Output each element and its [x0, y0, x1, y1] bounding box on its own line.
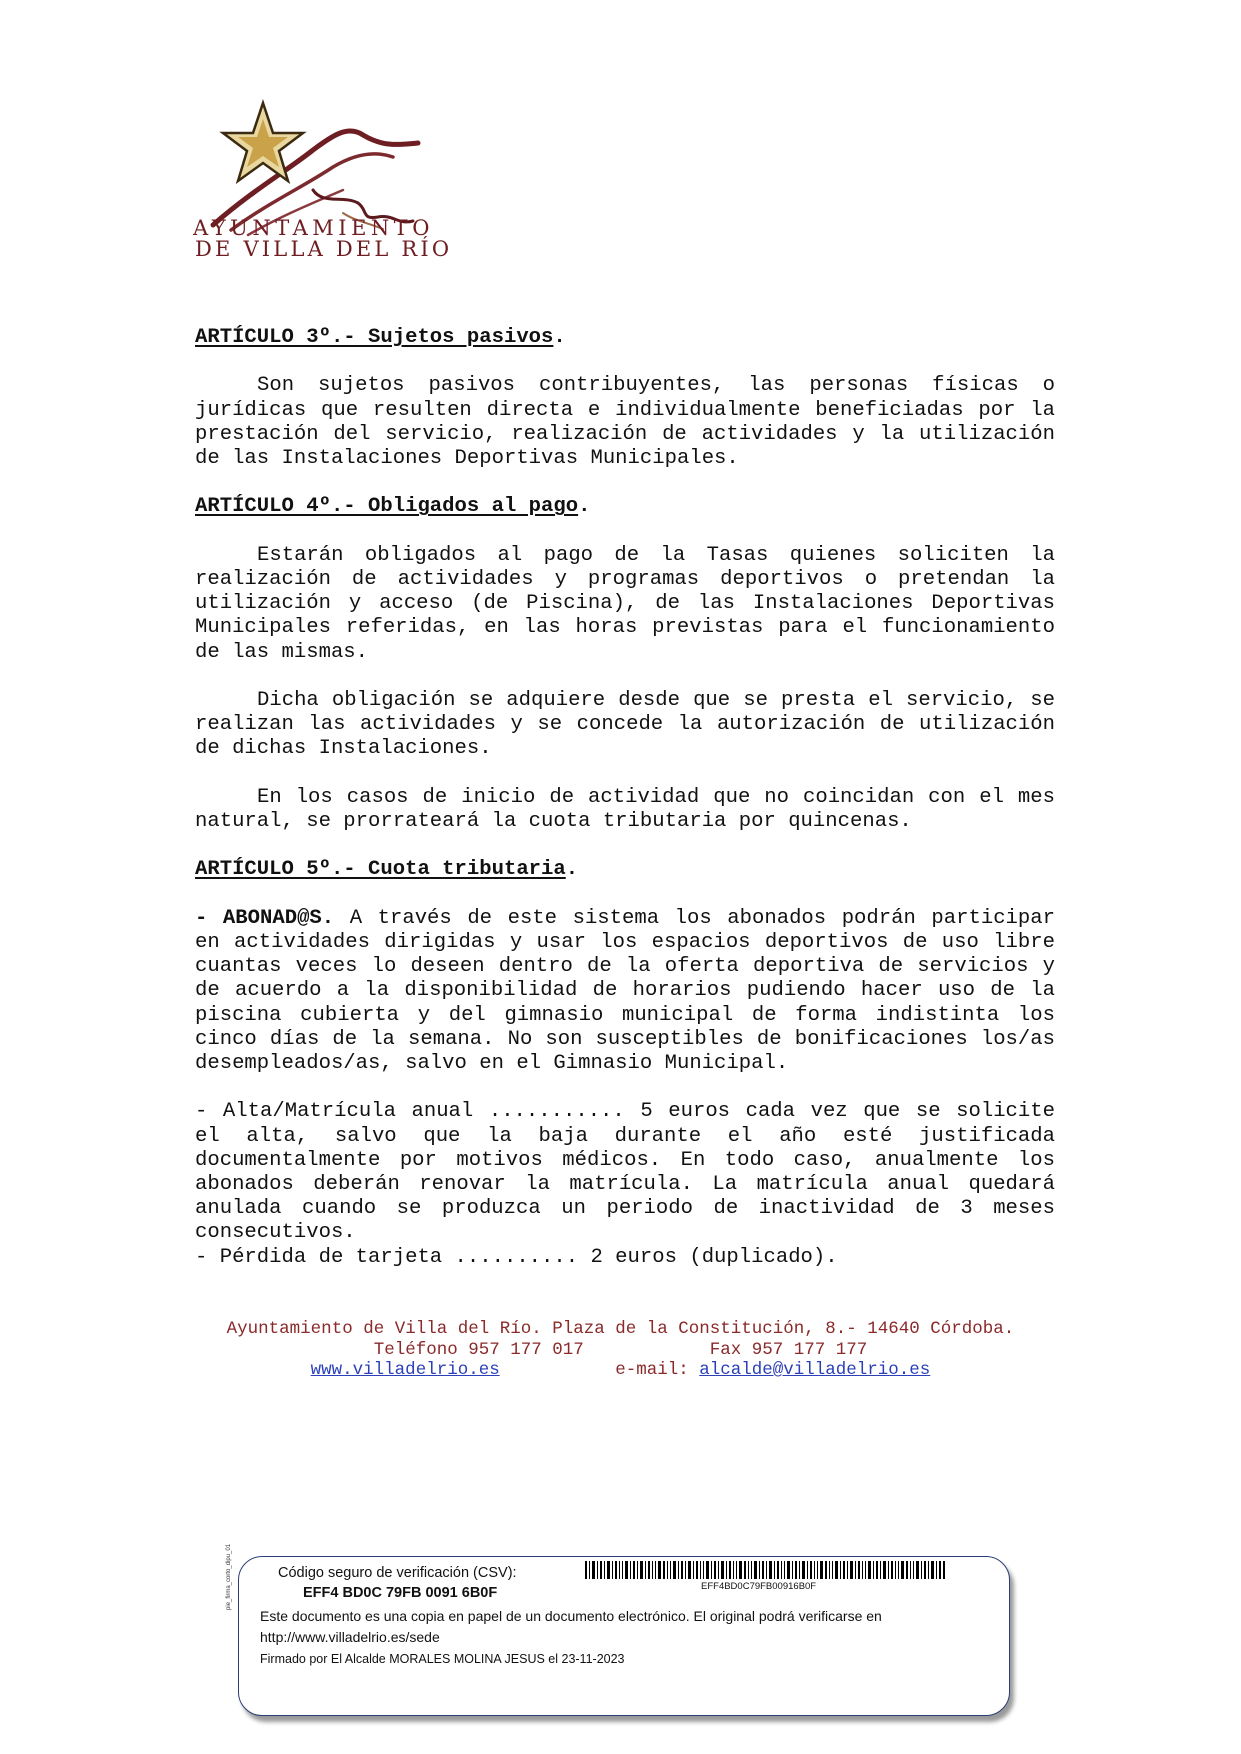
- abonados-text: A través de este sistema los abonados podrán participar en actividades dirigidas y usar los espacios deportivos de uso libre cuantas veces lo deseen dentro de la oferta deportiva de servicios y de acuerdo a la disponibilidad de horarios pudiendo hacer uso de la piscina cubierta y del gimnasio municipal de forma indistinta los cinco días de la semana. No son susceptibles de bonificaciones los/as desempleados/as, salvo en el Gimnasio Municipal.: [195, 906, 1055, 1075]
- csv-line-1: Este documento es una copia en papel de un documento electrónico. El original podrá verificarse en: [260, 1608, 882, 1624]
- article-4-heading: ARTÍCULO 4º.- Obligados al pago.: [195, 495, 591, 519]
- side-reference: pie_firma_corto_dipu_01: [226, 1543, 232, 1610]
- csv-code: EFF4 BD0C 79FB 0091 6B0F: [303, 1585, 498, 1601]
- logo-emblem-icon: [193, 95, 463, 280]
- barcode-icon: [585, 1561, 945, 1579]
- municipal-logo: [193, 95, 463, 280]
- article-4-paragraph-1: Estarán obligados al pago de la Tasas quienes soliciten la realización de actividades y programas deportivos o pretendan la utilización y acceso (de Piscina), de las Instalaciones Deportivas Municipales referidas, en las horas previstas para el funcionamiento de las mismas.: [195, 543, 1055, 664]
- csv-verification-box: [238, 1556, 1010, 1716]
- barcode-text: EFF4BD0C79FB00916B0F: [701, 1581, 817, 1592]
- perdida-paragraph: - Pérdida de tarjeta .......... 2 euros (duplicado).: [195, 1245, 838, 1269]
- footer-email-link[interactable]: alcalde@villadelrio.es: [699, 1360, 931, 1380]
- article-4-paragraph-3: En los casos de inicio de actividad que no coincidan con el mes natural, se prorrateará la cuota tributaria por quincenas.: [195, 785, 1055, 833]
- footer-address: Ayuntamiento de Villa del Río. Plaza de la Constitución, 8.- 14640 Córdoba.: [226, 1319, 1015, 1339]
- csv-signed-by: Firmado por El Alcalde MORALES MOLINA JESUS el 23-11-2023: [260, 1652, 625, 1666]
- document-body: [195, 326, 1055, 1294]
- abonados-paragraph: [195, 907, 1055, 1076]
- article-5-heading: ARTÍCULO 5º.- Cuota tributaria.: [195, 858, 579, 882]
- article-3-heading: ARTÍCULO 3º.- Sujetos pasivos.: [195, 326, 566, 349]
- csv-title: Código seguro de verificación (CSV):: [278, 1565, 517, 1581]
- logo-line2: DE VILLA DEL RÍO: [195, 237, 453, 261]
- footer-web-link[interactable]: www.villadelrio.es: [310, 1360, 500, 1380]
- footer-contact-row: [0, 1340, 1241, 1361]
- footer-email-label: e-mail:: [615, 1360, 689, 1380]
- article-3-paragraph: Son sujetos pasivos contribuyentes, las personas físicas o jurídicas que resulten directa e individualmente beneficiadas por la prestación del servicio, realización de actividades y la utilización de las Instalaciones Deportivas Municipales.: [195, 374, 1055, 470]
- alta-paragraph: - Alta/Matrícula anual ........... 5 euros cada vez que se solicite el alta, salvo que la baja durante el año esté justificada documentalmente por motivos médicos. En todo caso, anualmente los abonados deberán renovar la matrícula. La matrícula anual quedará anulada cuando se produzca un periodo de inactividad de 3 meses consecutivos.: [195, 1100, 1055, 1245]
- abonados-lead: - ABONAD@S.: [195, 906, 335, 930]
- letterhead-footer: [0, 1319, 1241, 1381]
- article-4-paragraph-2: Dicha obligación se adquiere desde que se presta el servicio, se realizan las actividades y se concede la autorización de utilización de dichas Instalaciones.: [195, 688, 1055, 761]
- footer-fax: Fax 957 177 177: [709, 1339, 868, 1360]
- footer-phone: Teléfono 957 177 017: [373, 1339, 584, 1360]
- csv-verify-url: http://www.villadelrio.es/sede: [260, 1629, 440, 1645]
- footer-web-row: [0, 1360, 1241, 1381]
- logo-line1: AYUNTAMIENTO: [193, 216, 435, 240]
